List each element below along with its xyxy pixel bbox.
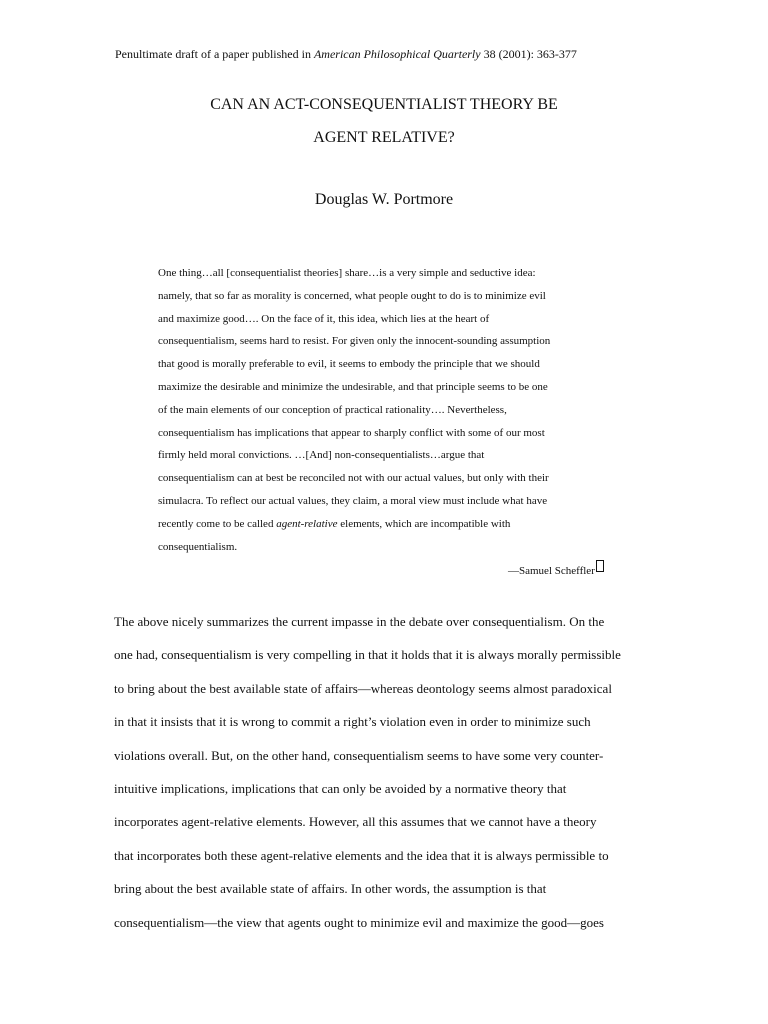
epigraph-line: and maximize good…. On the face of it, this idea, which lies at the heart of [158,312,490,325]
epigraph-text: elements, which are incompatible with [337,517,511,530]
body-line: to bring about the best available state of affairs—whereas deontology seems almost paradoxical [114,680,612,696]
epigraph-line [158,513,628,536]
epigraph-line: consequentialism, seems hard to resist. For given only the innocent-sounding assumption [158,335,551,348]
epigraph-quote [158,262,628,558]
publication-note-prefix: Penultimate draft of a paper published in [115,47,314,61]
epigraph-italic-term: agent-relative [276,517,338,530]
publication-note-suffix: 38 (2001): 363-377 [480,47,577,61]
body-line: The above nicely summarizes the current impasse in the debate over consequentialism. On the [114,614,605,629]
epigraph-line: consequentialism has implications that appear to sharply conflict with some of our most [158,426,545,439]
epigraph-line: namely, that so far as morality is concerned, what people ought to do is to minimize evil [158,289,546,302]
author-name: Douglas W. Portmore [314,191,454,208]
epigraph-line: that good is morally preferable to evil, it seems to embody the principle that we should [158,358,540,371]
epigraph-attribution [508,560,604,579]
body-line: in that it insists that it is wrong to commit a right’s violation even in order to minimize such [114,714,591,730]
body-line: incorporates agent-relative elements. However, all this assumes that we cannot have a theory [114,814,597,830]
body-line: that incorporates both these agent-relative elements and the idea that it is always permissible to [114,847,609,863]
body-paragraph [114,605,654,939]
paper-title-line-2: AGENT RELATIVE? [313,129,455,146]
attribution-text: —Samuel Scheffler [508,565,595,577]
epigraph-line: consequentialism can at best be reconciled not with our actual values, but only with their [158,472,549,485]
epigraph-text: recently come to be called [158,517,277,530]
epigraph-line: maximize the desirable and minimize the undesirable, and that principle seems to be one [158,380,548,393]
epigraph-line: One thing…all [consequentialist theories] share…is a very simple and seductive idea: [158,267,536,279]
epigraph-line: firmly held moral convictions. …[And] non-consequentialists…argue that [158,449,485,462]
body-line: one had, consequentialism is very compelling in that it holds that it is always morally permissible [114,647,621,663]
body-line: consequentialism—the view that agents ought to minimize evil and maximize the good—goes [114,914,604,930]
publication-note [115,46,577,62]
epigraph-line: of the main elements of our conception of practical rationality…. Nevertheless, [158,403,507,416]
epigraph-line: simulacra. To reflect our actual values, they claim, a moral view must include what have [158,494,548,507]
body-line: bring about the best available state of affairs. In other words, the assumption is that [114,881,547,897]
footnote-marker[interactable] [596,560,604,572]
body-line: violations overall. But, on the other hand, consequentialism seems to have some very counter- [114,747,604,763]
paper-title-line-1: CAN AN ACT-CONSEQUENTIALIST THEORY BE [210,96,558,113]
epigraph-line: consequentialism. [158,540,238,553]
body-line: intuitive implications, implications that can only be avoided by a normative theory that [114,781,567,797]
journal-name: American Philosophical Quarterly [313,47,481,61]
